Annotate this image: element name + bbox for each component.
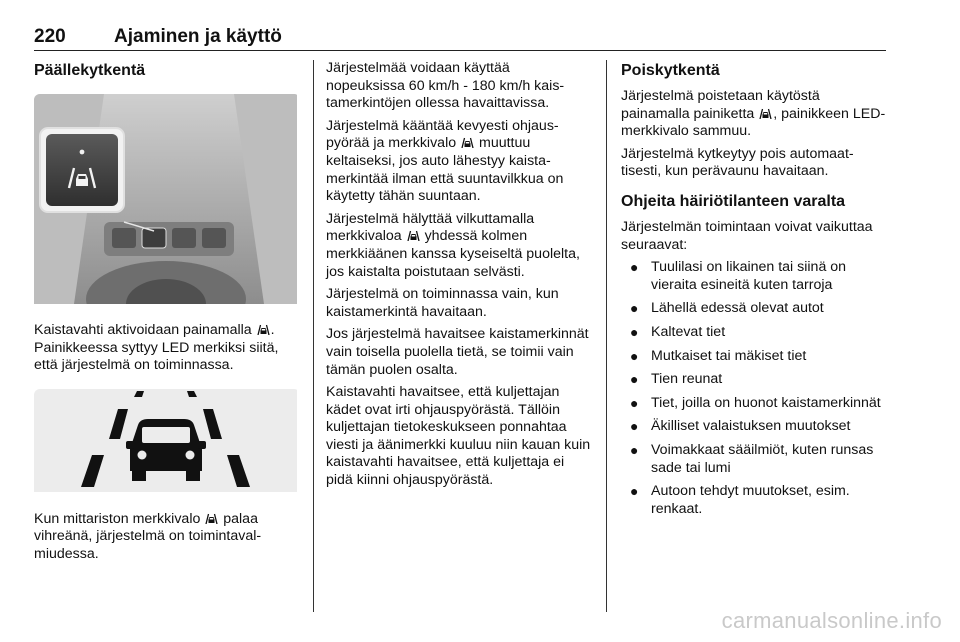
column-left (34, 60, 300, 569)
list-item: ● Tuulilasi on likainen tai siinä on vieraita esineitä kuten tarroja (630, 259, 847, 293)
section-heading-activation: Päällekytkentä (34, 62, 146, 79)
indicator-ready-text: Kun mittariston merkkivalo palaa vihreänä, järjestelmä on toimintavalmiudessa. (34, 510, 262, 562)
trailer-text: Järjestelmä kytkeytyy pois automaattisesti, kun perävaunu havaitaan. (621, 145, 854, 180)
speed-range-text: Järjestelmää voidaan käyttää nopeuksissa 60 km/h - 180 km/h kaistamerkintöjen ollessa havaittavissa. (326, 60, 565, 112)
faults-intro-text: Järjestelmän toimintaan voivat vaikuttaa seuraavat: (621, 218, 873, 253)
hands-off-text: Kaistavahti havaitsee, että kuljettajan kädet ovat irti ohjauspyörästä. Tällöin kuljettajan tietokeskukseen ponnahtaa viesti ja äänimerkki kuuluu niin kauan kuin kaistavahti havaitsee, että kuljettaja ei pidä kiinni ohjauspyörästä. (326, 384, 591, 489)
column-divider (313, 60, 314, 612)
dashboard-button-photo (34, 94, 300, 309)
page-header (34, 26, 886, 51)
lane-departure-warning-text: Järjestelmä hälyttää vilkuttamalla merkkivaloa yhdessä kolmen merkkiäänen kanssa kyseiseltä puolelta, jos kaistalta poistutaan selvästi. (326, 210, 580, 280)
list-item: ● Voimakkaat sääilmiöt, kuten runsas sade tai lumi (630, 441, 874, 476)
column-divider (606, 60, 607, 612)
steering-correction-text: Järjestelmä kääntää kevyesti ohjauspyörää ja merkkivalo muuttuu keltaiseksi, jos auto lähestyy kaistamerkintää ilman että suuntavilkkua on käytetty tähän suuntaan. (326, 117, 564, 205)
fault-conditions-list (621, 259, 887, 518)
list-item: ● Autoon tehdyt muutokset, esim. renkaat. (630, 483, 850, 517)
lane-keep-assist-icon (204, 513, 219, 524)
lane-keep-assist-icon (460, 137, 475, 148)
deactivation-text: Järjestelmä poistetaan käytöstä painamalla painiketta , painikkeen LED-merkkivalo sammuu. (621, 88, 886, 140)
lane-keep-assist-icon (406, 230, 421, 241)
activation-text: Kaistavahti aktivoidaan painamalla . Painikkeessa syttyy LED merkiksi siitä, että järjestelmä on toiminnassa. (34, 322, 279, 374)
list-item: ● Lähellä edessä olevat autot (630, 300, 824, 317)
list-item: ● Mutkaiset tai mäkiset tiet (630, 347, 807, 364)
lane-keep-symbol-illustration (34, 389, 300, 497)
section-heading-deactivation: Poiskytkentä (621, 62, 720, 79)
section-heading-faults: Ohjeita häiriötilanteen varalta (621, 192, 846, 210)
list-item: ● Äkilliset valaistuksen muutokset (630, 418, 851, 435)
list-item: ● Tiet, joilla on huonot kaistamerkinnät (630, 394, 881, 411)
column-right (621, 60, 887, 524)
list-item: ● Tien reunat (630, 371, 723, 388)
chapter-title: Ajaminen ja käyttö (114, 26, 282, 47)
page-number: 220 (34, 26, 66, 47)
column-middle (326, 60, 592, 495)
one-side-text: Jos järjestelmä havaitsee kaistamerkinnät vain toisella puolella tietä, se toimii vain tämän puolen osalta. (326, 326, 589, 378)
lane-keep-assist-icon (758, 108, 773, 119)
watermark: carmanualsonline.info (721, 608, 942, 633)
lane-keep-assist-icon (256, 324, 271, 335)
list-item: ● Kaltevat tiet (630, 323, 726, 340)
marking-detected-text: Järjestelmä on toiminnassa vain, kun kaistamerkintä havaitaan. (326, 286, 559, 320)
